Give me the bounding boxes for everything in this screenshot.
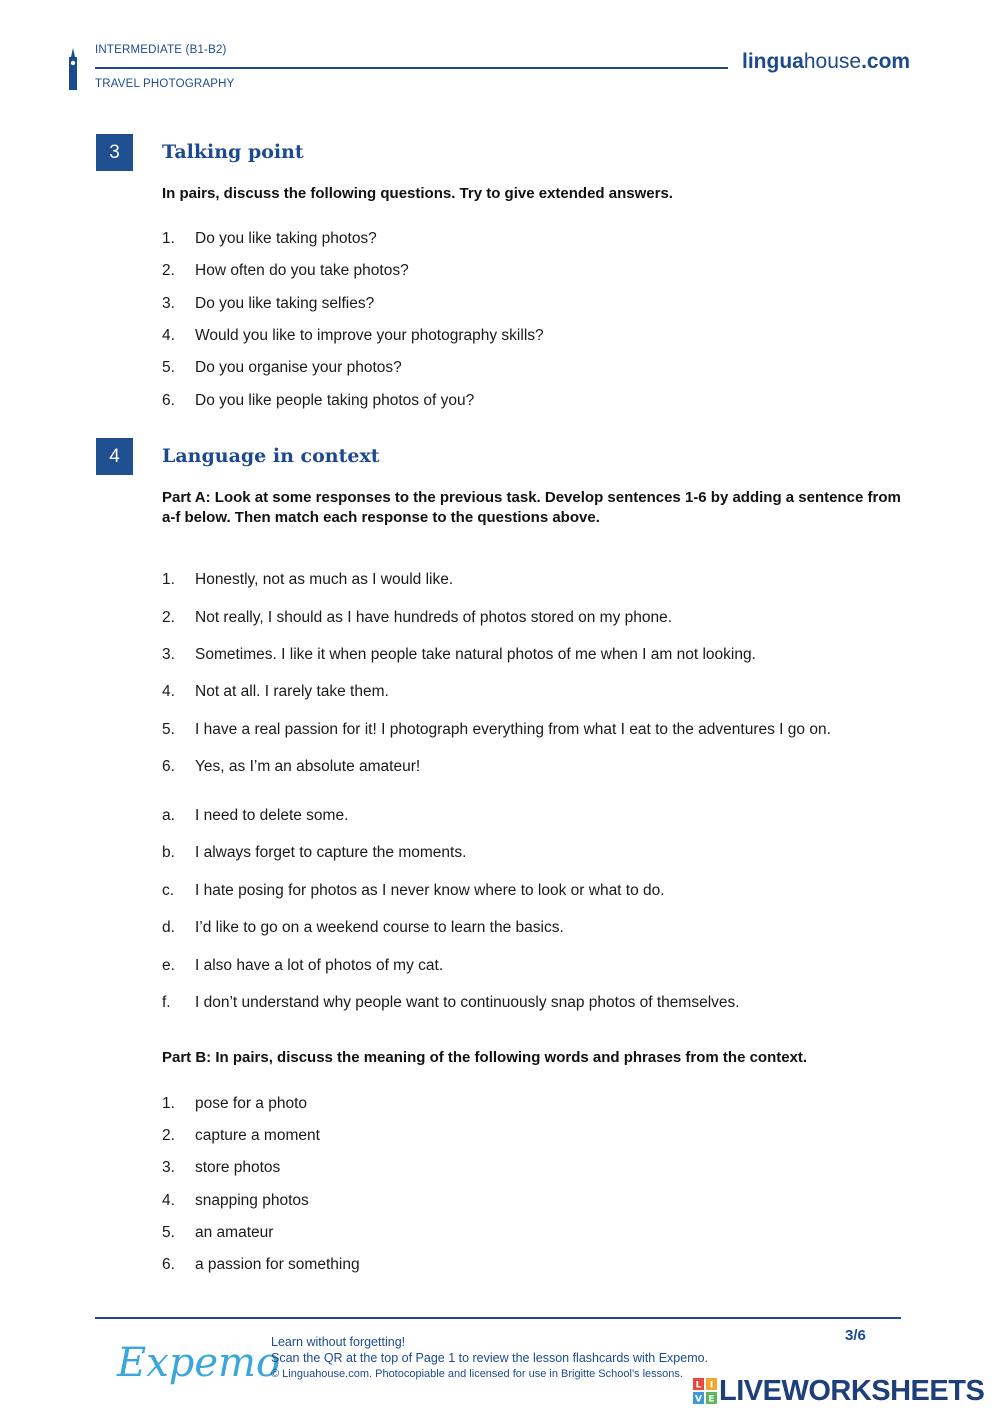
level-label: INTERMEDIATE (B1-B2) — [95, 44, 227, 56]
list-item: 1. pose for a photo — [162, 1095, 308, 1112]
footer-divider — [95, 1317, 901, 1319]
section-4-number: 4 — [96, 438, 133, 475]
brand-logo: linguahouse.com — [742, 50, 911, 73]
list-item: 4. Not at all. I rarely take them. — [162, 683, 389, 700]
footer-tagline: Learn without forgetting! — [271, 1335, 406, 1349]
svg-text:E: E — [708, 1394, 715, 1405]
list-item: a. I need to delete some. — [162, 807, 349, 824]
part-a-instruction: Part A: Look at some responses to the previous task. Develop sentences 1-6 by adding a sentence from a-f below. Then match each response to the questions above. — [162, 489, 901, 526]
list-item: 2. Not really, I should as I have hundreds of photos stored on my phone. — [162, 609, 673, 626]
list-item: 6. Do you like people taking photos of you? — [162, 392, 475, 409]
svg-text:L: L — [695, 1380, 702, 1391]
list-item: 4. snapping photos — [162, 1192, 309, 1209]
section-3-instruction: In pairs, discuss the following questions. Try to give extended answers. — [162, 185, 673, 202]
part-b-instruction: Part B: In pairs, discuss the meaning of the following words and phrases from the context. — [162, 1049, 808, 1066]
footer-copyright: © Linguahouse.com. Photocopiable and licensed for use in Brigitte School's lessons. — [271, 1368, 683, 1380]
watermark-text: LIVEWORKSHEETS — [719, 1374, 985, 1407]
list-item: 6. a passion for something — [162, 1256, 360, 1273]
svg-text:Expemo: Expemo — [117, 1340, 281, 1386]
header-divider — [95, 67, 728, 69]
list-item: b. I always forget to capture the moments. — [162, 844, 467, 861]
section-3-number: 3 — [96, 134, 133, 171]
list-item: f. I don’t understand why people want to continuously snap photos of themselves. — [162, 994, 740, 1011]
section-3-title: Talking point — [162, 141, 304, 163]
list-item: 2. How often do you take photos? — [162, 262, 409, 279]
section-4-title: Language in context — [162, 445, 380, 467]
liveworksheets-logo-icon — [693, 1378, 717, 1404]
page-number: 3/6 — [845, 1327, 866, 1344]
expemo-logo — [115, 1330, 281, 1394]
list-item: c. I hate posing for photos as I never know where to look or what to do. — [162, 882, 665, 899]
topic-label: TRAVEL PHOTOGRAPHY — [95, 78, 235, 90]
list-item: d. I’d like to go on a weekend course to learn the basics. — [162, 919, 564, 936]
list-item: 5. I have a real passion for it! I photograph everything from what I eat to the adventures I go on. — [162, 721, 831, 738]
list-item: 3. Do you like taking selfies? — [162, 295, 375, 312]
list-item: 1. Do you like taking photos? — [162, 230, 377, 247]
list-item: 3. Sometimes. I like it when people take natural photos of me when I am not looking. — [162, 646, 756, 663]
footer-qr-note: Scan the QR at the top of Page 1 to review the lesson flashcards with Expemo. — [271, 1351, 709, 1365]
list-item: 1. Honestly, not as much as I would like. — [162, 571, 454, 588]
list-item: 2. capture a moment — [162, 1127, 320, 1144]
list-item: 4. Would you like to improve your photography skills? — [162, 327, 544, 344]
list-item: 5. an amateur — [162, 1224, 274, 1241]
list-item: 5. Do you organise your photos? — [162, 359, 402, 376]
list-item: e. I also have a lot of photos of my cat. — [162, 957, 444, 974]
big-ben-logo-icon — [66, 48, 80, 90]
liveworksheets-watermark — [693, 1376, 984, 1406]
svg-text:I: I — [709, 1380, 714, 1391]
list-item: 6. Yes, as I’m an absolute amateur! — [162, 758, 421, 775]
list-item: 3. store photos — [162, 1159, 281, 1176]
svg-text:V: V — [695, 1394, 702, 1405]
